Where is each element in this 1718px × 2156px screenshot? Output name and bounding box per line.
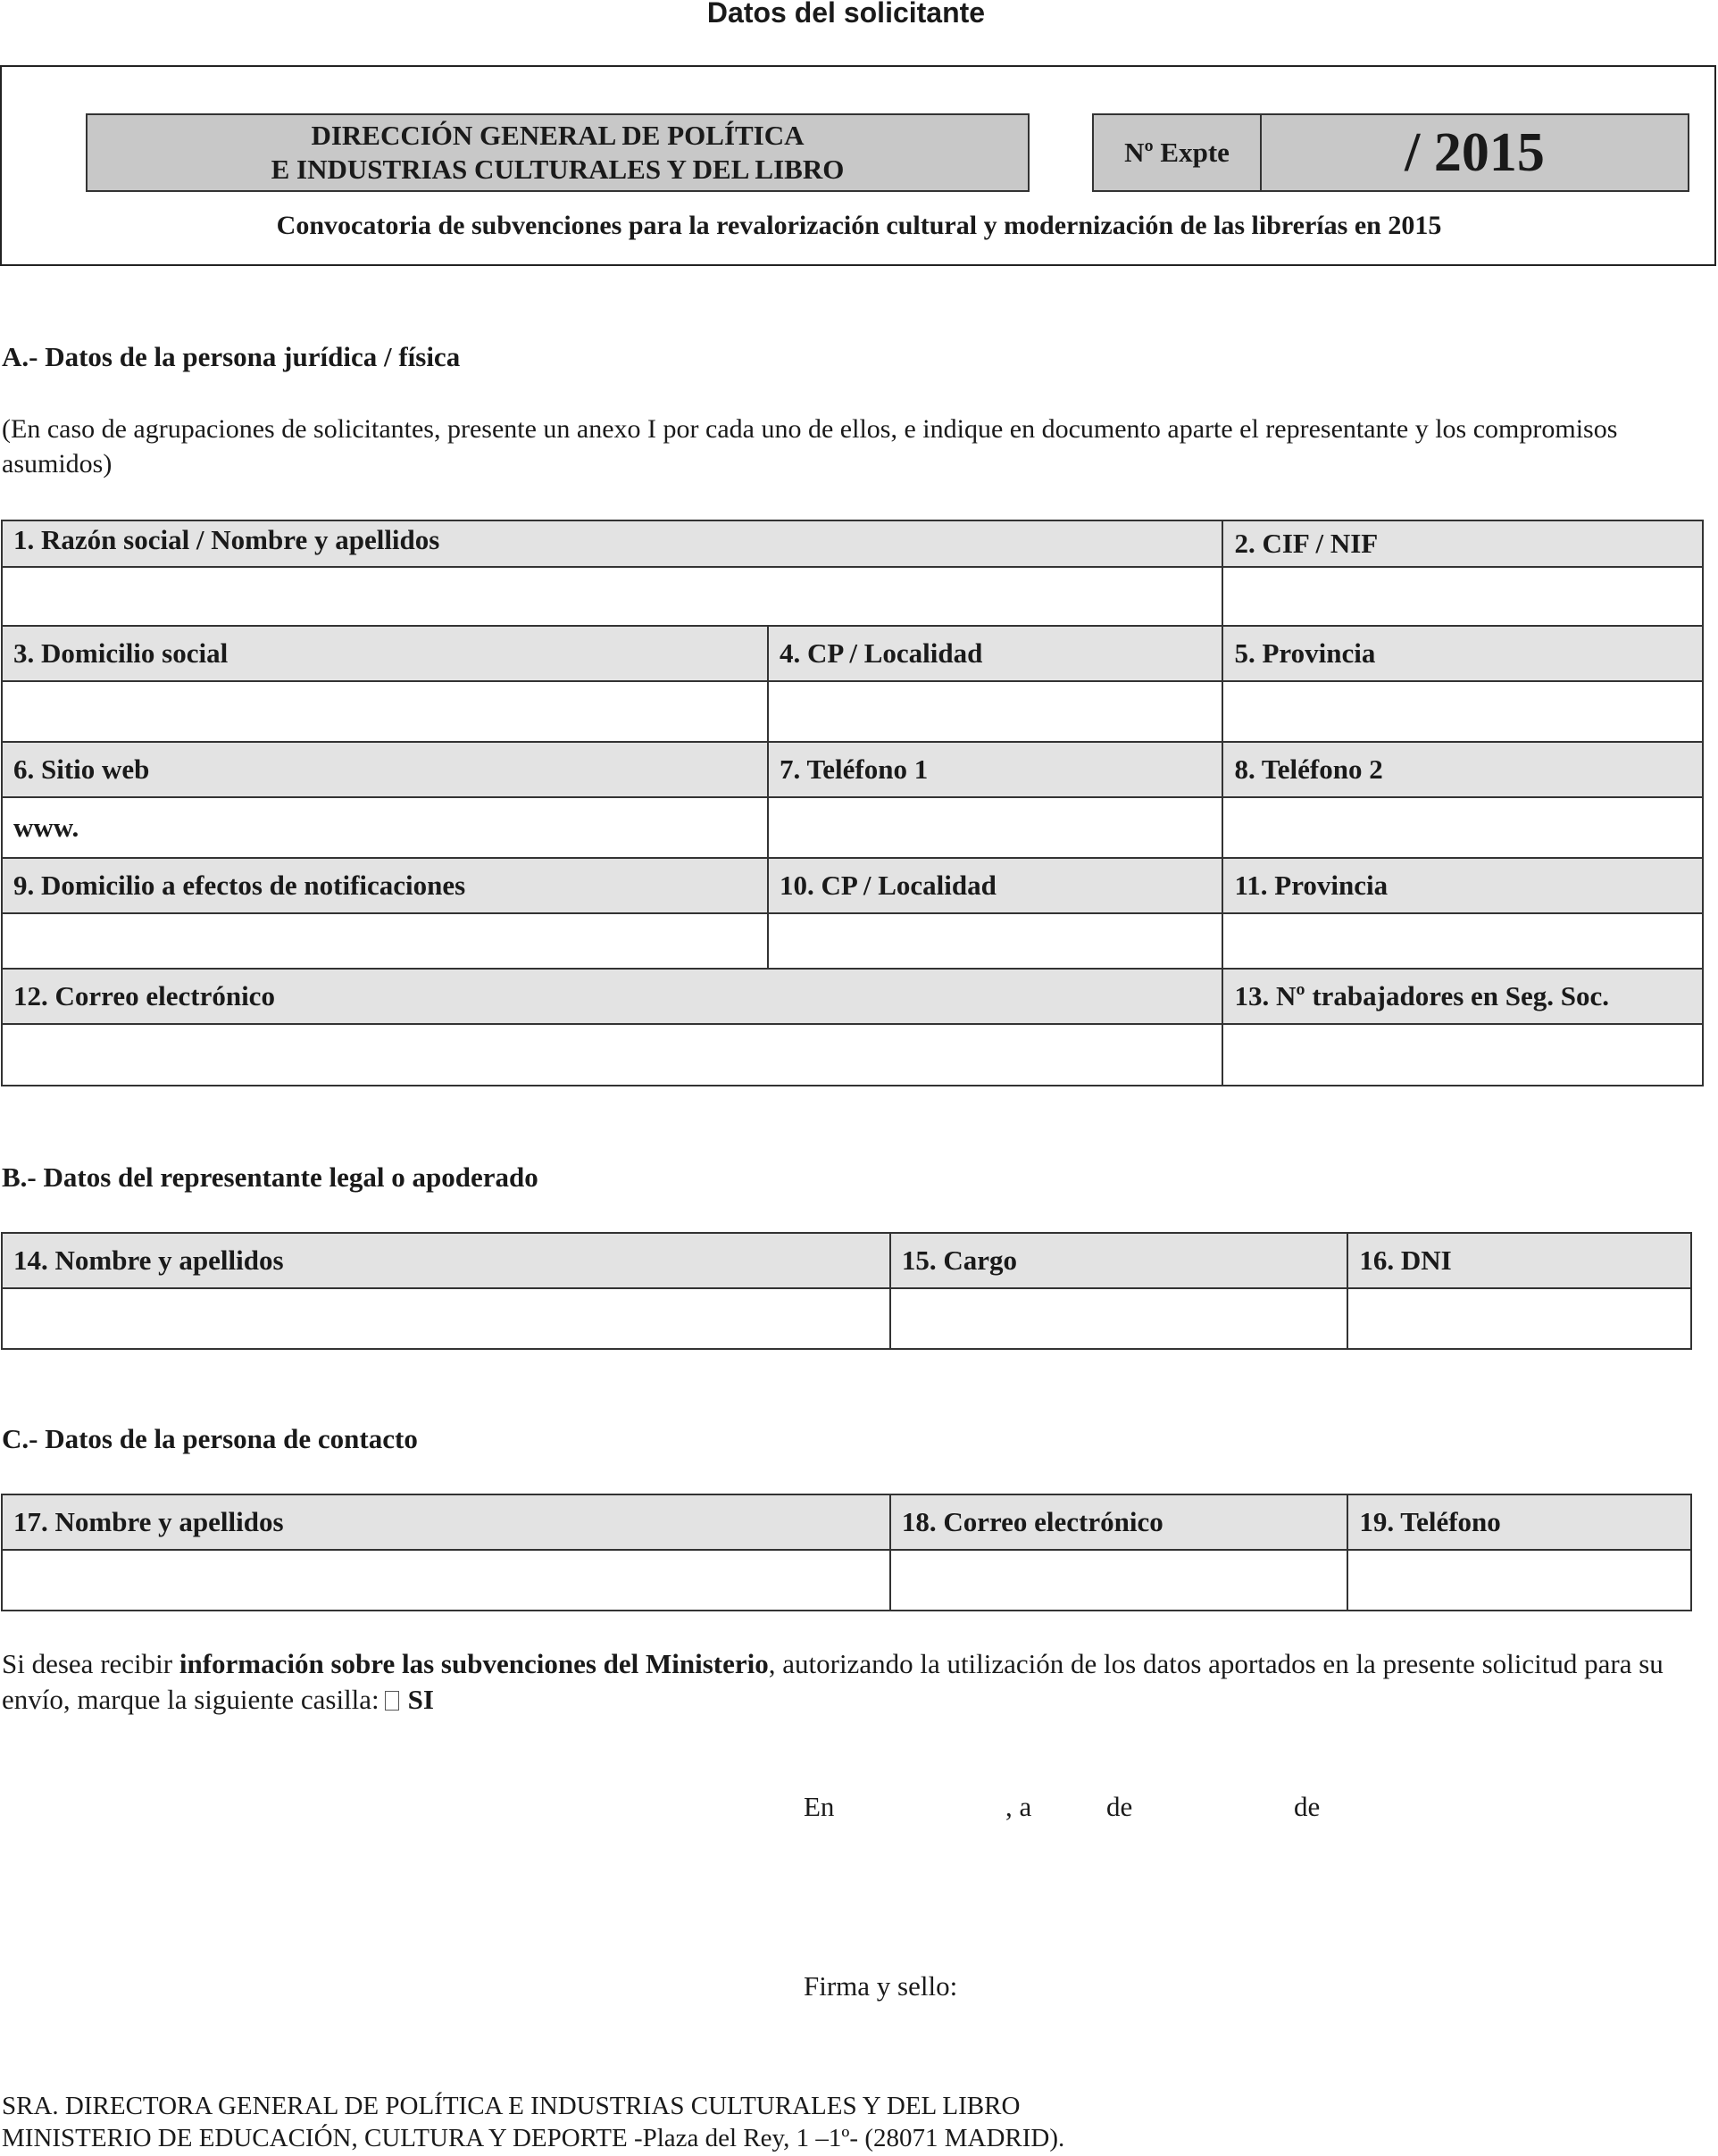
- organization-line-1: DIRECCIÓN GENERAL DE POLÍTICA: [311, 120, 805, 151]
- input-telefono-2[interactable]: [1222, 797, 1703, 858]
- applicant-data-table: [1, 520, 1704, 1086]
- input-provincia-notificaciones[interactable]: [1222, 913, 1703, 969]
- input-contacto-nombre[interactable]: [2, 1550, 890, 1611]
- input-domicilio-social[interactable]: [2, 681, 768, 742]
- input-provincia[interactable]: [1222, 681, 1703, 742]
- place-label: En: [804, 1791, 835, 1822]
- label-representante-cargo: 15. Cargo: [890, 1233, 1347, 1288]
- convocatoria-title: Convocatoria de subvenciones para la revalorización cultural y modernización de las librerías en 2015: [276, 211, 1442, 240]
- input-cif-nif[interactable]: [1222, 567, 1703, 626]
- label-cp-localidad: 4. CP / Localidad: [768, 626, 1222, 681]
- input-telefono-1[interactable]: [768, 797, 1222, 858]
- input-sitio-web[interactable]: www.: [2, 797, 768, 858]
- label-contacto-telefono: 19. Teléfono: [1347, 1494, 1691, 1550]
- input-contacto-correo[interactable]: [890, 1550, 1348, 1611]
- consent-checkbox[interactable]: [385, 1691, 399, 1711]
- label-contacto-correo: 18. Correo electrónico: [890, 1494, 1348, 1550]
- input-representante-cargo[interactable]: [890, 1288, 1347, 1349]
- footer-line-1: SRA. DIRECTORA GENERAL DE POLÍTICA E INDUSTRIAS CULTURALES Y DEL LIBRO: [2, 2092, 1021, 2120]
- signature-label: Firma y sello:: [804, 1970, 958, 2002]
- section-a-note: (En caso de agrupaciones de solicitantes, presente un anexo I por cada uno de ellos, e indique en documento aparte el representante y los compromisos asumidos): [2, 414, 1618, 479]
- expediente-box: [1092, 113, 1689, 192]
- footer-addressee: [2, 2090, 1064, 2154]
- footer-line-2: MINISTERIO DE EDUCACIÓN, CULTURA Y DEPORTE -Plaza del Rey, 1 –1º- (28071 MADRID).: [2, 2124, 1065, 2152]
- label-provincia: 5. Provincia: [1222, 626, 1703, 681]
- input-cp-localidad-notificaciones[interactable]: [768, 913, 1222, 969]
- input-razon-social[interactable]: [2, 567, 1222, 626]
- month-label: de: [1106, 1791, 1133, 1822]
- label-domicilio-notificaciones: 9. Domicilio a efectos de notificaciones: [2, 858, 768, 913]
- input-contacto-telefono[interactable]: [1347, 1550, 1691, 1611]
- label-correo-electronico: 12. Correo electrónico: [2, 969, 1222, 1024]
- consent-option-label: SI: [407, 1684, 434, 1715]
- section-a-title: A.- Datos de la persona jurídica / física: [2, 341, 461, 372]
- label-contacto-nombre: 17. Nombre y apellidos: [2, 1494, 890, 1550]
- contact-table: [1, 1494, 1692, 1611]
- label-cp-localidad-notificaciones: 10. CP / Localidad: [768, 858, 1222, 913]
- input-correo-electronico[interactable]: [2, 1024, 1222, 1086]
- label-domicilio-social: 3. Domicilio social: [2, 626, 768, 681]
- label-razon-social: 1. Razón social / Nombre y apellidos: [2, 520, 1222, 567]
- label-telefono-1: 7. Teléfono 1: [768, 742, 1222, 797]
- organization-line-2: E INDUSTRIAS CULTURALES Y DEL LIBRO: [271, 154, 845, 185]
- expediente-number-field[interactable]: / 2015: [1405, 121, 1545, 183]
- section-b-title: B.- Datos del representante legal o apoderado: [2, 1161, 538, 1193]
- label-provincia-notificaciones: 11. Provincia: [1222, 858, 1703, 913]
- organization-box: [86, 113, 1030, 192]
- expediente-label: Nº Expte: [1094, 115, 1262, 190]
- label-representante-nombre: 14. Nombre y apellidos: [2, 1233, 890, 1288]
- consent-paragraph: [2, 1646, 1698, 1718]
- label-telefono-2: 8. Teléfono 2: [1222, 742, 1703, 797]
- year-label: de: [1294, 1791, 1321, 1822]
- input-numero-trabajadores[interactable]: [1222, 1024, 1703, 1086]
- day-label: , a: [1005, 1791, 1032, 1822]
- label-cif-nif: 2. CIF / NIF: [1222, 520, 1703, 567]
- input-representante-nombre[interactable]: [2, 1288, 890, 1349]
- page-title: Datos del solicitante: [706, 0, 986, 29]
- label-numero-trabajadores: 13. Nº trabajadores en Seg. Soc.: [1222, 969, 1703, 1024]
- consent-text-bold: información sobre las subvenciones del Ministerio: [179, 1648, 769, 1679]
- label-representante-dni: 16. DNI: [1347, 1233, 1691, 1288]
- input-cp-localidad[interactable]: [768, 681, 1222, 742]
- representative-table: [1, 1232, 1692, 1350]
- input-domicilio-notificaciones[interactable]: [2, 913, 768, 969]
- input-representante-dni[interactable]: [1347, 1288, 1691, 1349]
- label-sitio-web: 6. Sitio web: [2, 742, 768, 797]
- consent-text-prefix: Si desea recibir: [2, 1648, 179, 1679]
- section-c-title: C.- Datos de la persona de contacto: [2, 1423, 418, 1454]
- consent-text-suffix: , autorizando la utilización de los datos aportados en la presente solicitud para su envío, marque la siguiente casilla:: [2, 1648, 1664, 1715]
